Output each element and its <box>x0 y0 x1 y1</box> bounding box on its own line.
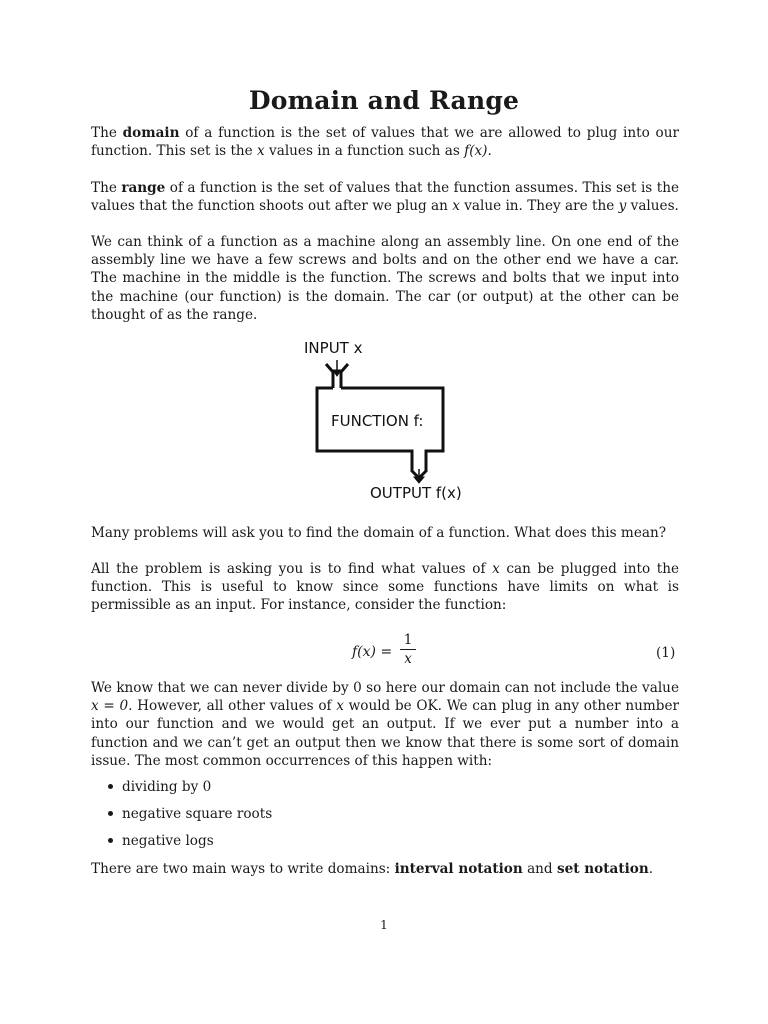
list-item <box>108 805 272 832</box>
text: can be plugged into the function. This is useful to know since some functions have limits on what is permissible as an input. For instance, consider the function: <box>91 561 679 614</box>
equation-1 <box>0 632 768 676</box>
text: The <box>91 180 122 196</box>
input-label: INPUT x <box>304 339 363 357</box>
text: . However, all other values of <box>128 698 337 715</box>
list-item-text: negative square roots <box>122 806 273 822</box>
math-fx: f(x) <box>464 143 488 160</box>
fraction <box>400 632 416 667</box>
list-item-text: dividing by 0 <box>122 779 212 795</box>
text: values in a function such as <box>264 143 465 160</box>
paragraph-explanation <box>91 560 679 615</box>
text: would be OK. We can plug in any other number into our function and we would get an output. If we ever put a number into a function and we can’t get an output then we know that there is some sort of domain issue. The most common occurrences of this happen with: <box>91 698 679 769</box>
output-label: OUTPUT f(x) <box>370 484 462 502</box>
math-var-x: x <box>452 198 460 215</box>
fraction-denominator: x <box>404 651 412 667</box>
fraction-numerator: 1 <box>403 632 413 648</box>
text: . <box>487 143 492 160</box>
term-range: range <box>121 180 166 196</box>
text: and <box>522 861 557 877</box>
text: of a function is the set of values that we are allowed to plug into our function. This set is the <box>91 125 679 160</box>
bullet-icon <box>108 811 113 816</box>
list-item <box>108 778 272 805</box>
list-item-text: negative logs <box>122 833 214 849</box>
text: . <box>648 861 654 877</box>
text: We know that we can never divide by 0 so here our domain can not include the value <box>91 680 679 696</box>
math-var-x: x <box>257 143 265 160</box>
output-arrow-icon <box>412 469 426 483</box>
math-var-x: x <box>336 698 344 715</box>
math-var-y: y <box>618 198 627 215</box>
function-label: FUNCTION f: <box>331 412 424 430</box>
paragraph-notation <box>91 860 679 878</box>
text: of a function is the set of values that the function assumes. This set is the values that the function shoots out after we plug an <box>91 180 679 215</box>
text: The <box>91 125 123 141</box>
text: All the problem is asking you is to find what values of <box>91 561 493 577</box>
term-interval-notation: interval notation <box>394 861 523 877</box>
text: There are two main ways to write domains: <box>91 861 395 877</box>
page-number: 1 <box>380 918 388 932</box>
page-title: Domain and Range <box>248 86 520 115</box>
paragraph-machine-analogy: We can think of a function as a machine along an assembly line. On one end of the assembly line we have a few screws and bolts and on the other end we have a car. The machine in the middle is the function. The screws and bolts that we input into the machine (our function) is the domain. The car (or output) at the other can be thought of as the range. <box>91 234 679 323</box>
fraction-bar <box>400 649 416 650</box>
bullet-icon <box>108 784 113 789</box>
list-item <box>108 832 272 859</box>
bullet-list <box>108 778 272 859</box>
term-domain: domain <box>122 125 180 141</box>
paragraph-range-definition <box>91 179 679 215</box>
math-var-x: x <box>492 561 500 577</box>
bullet-icon <box>108 838 113 843</box>
term-set-notation: set notation <box>556 861 649 877</box>
function-box <box>317 388 443 472</box>
text: values. <box>626 198 679 215</box>
paragraph-domain-definition <box>91 124 679 160</box>
text: value in. They are the <box>459 198 619 215</box>
equation-lhs: f(x) = <box>352 644 393 660</box>
paragraph-divide-by-zero <box>91 679 679 770</box>
paragraph-question: Many problems will ask you to find the domain of a function. What does this mean? <box>91 525 667 541</box>
equation-number: (1) <box>656 645 676 661</box>
function-machine-diagram <box>300 334 480 506</box>
input-arrow-icon <box>326 360 348 388</box>
math-expression: x = 0 <box>91 698 129 715</box>
